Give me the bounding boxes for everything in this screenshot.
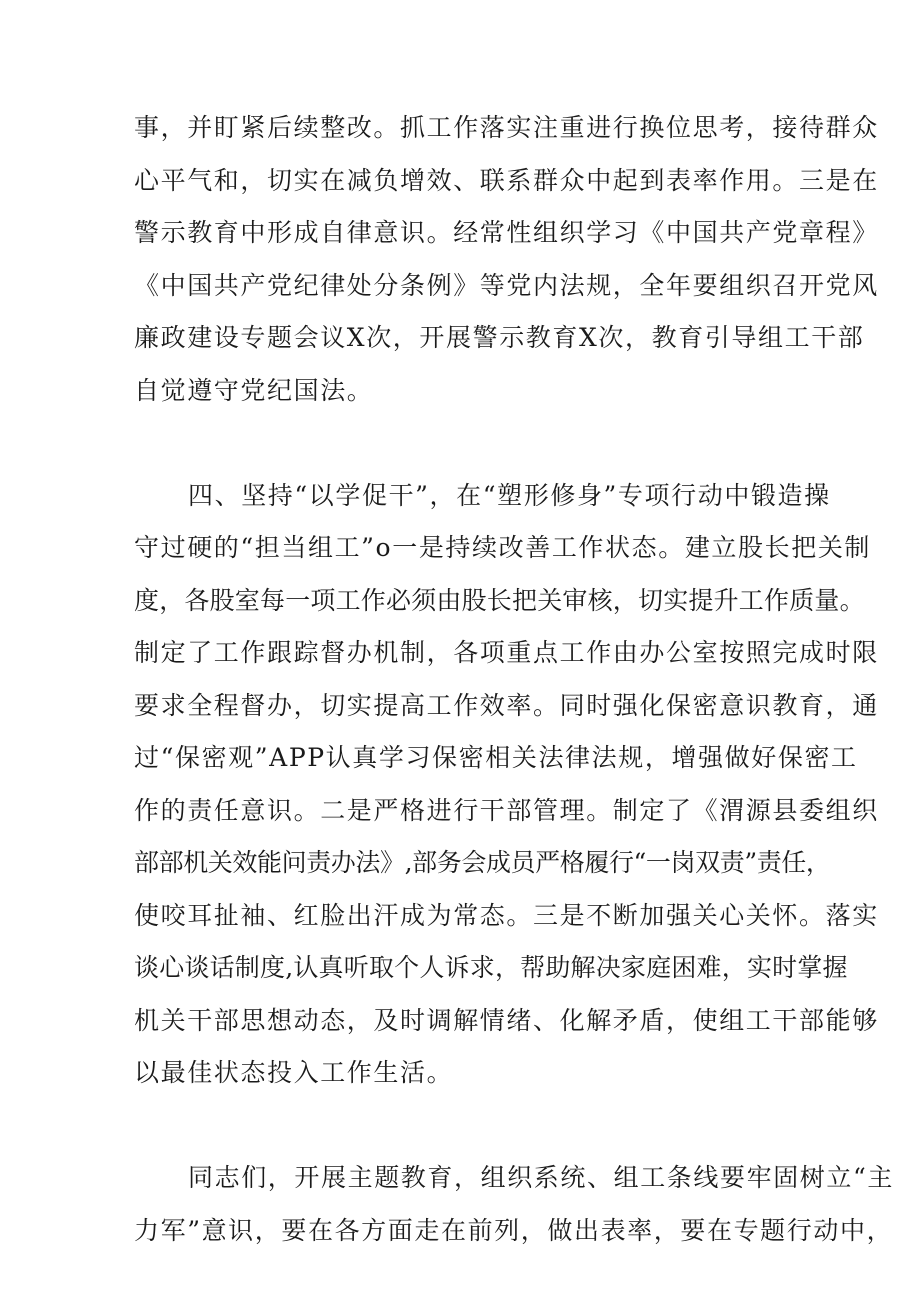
text-line: 要求全程督办，切实提高工作效率。同时强化保密意识教育，通	[134, 691, 879, 720]
text-line: 谈心谈话制度,认真听取个人诉求，帮助解决家庭困难，实时掌握	[134, 953, 848, 982]
text-line: 《中国共产党纪律处分条例》等党内法规，全年要组织召开党风	[134, 271, 879, 300]
text-line: 警示教育中形成自律意识。经常性组织学习《中国共产党章程》	[134, 218, 879, 247]
text-line: 作的责任意识。二是严格进行干部管理。制定了《渭源县委组织	[134, 796, 879, 825]
text-line: 守过硬的“担当组工”o一是持续改善工作状态。建立股长把关制	[134, 533, 872, 562]
text-line: 使咬耳扯袖、红脸出汗成为常态。三是不断加强关心关怀。落实	[134, 901, 879, 930]
text-line: 自觉遵守党纪国法。	[134, 376, 374, 405]
text-line: 以最佳状态投入工作生活。	[134, 1058, 454, 1087]
text-line: 制定了工作跟踪督办机制，各项重点工作由办公室按照完成时限	[134, 638, 879, 667]
text-line: 力军”意识，要在各方面走在前列，做出表率，要在专题行动中，	[134, 1216, 894, 1245]
text-line: 部部机关效能问责办法》,部务会成员严格履行“一岗双责”责任，	[134, 848, 831, 877]
text-line: 过“保密观”APP认真学习保密相关法律法规，增强做好保密工	[134, 743, 858, 772]
text-line: 机关干部思想动态，及时调解情绪、化解矛盾，使组工干部能够	[134, 1006, 879, 1035]
text-line: 同志们，开展主题教育，组织系统、组工条线要牢固树立“主	[188, 1163, 894, 1192]
section-heading-line: 四、坚持“以学促干”，在“塑形修身”专项行动中锻造操	[188, 481, 831, 510]
text-line: 廉政建设专题会议X次，开展警示教育X次，教育引导组工干部	[134, 323, 865, 352]
text-line: 度，各股室每一项工作必须由股长把关审核，切实提升工作质量。	[134, 586, 865, 615]
text-line: 事，并盯紧后续整改。抓工作落实注重进行换位思考，接待群众	[134, 113, 879, 142]
text-line: 心平气和，切实在减负增效、联系群众中起到表率作用。三是在	[134, 166, 879, 195]
